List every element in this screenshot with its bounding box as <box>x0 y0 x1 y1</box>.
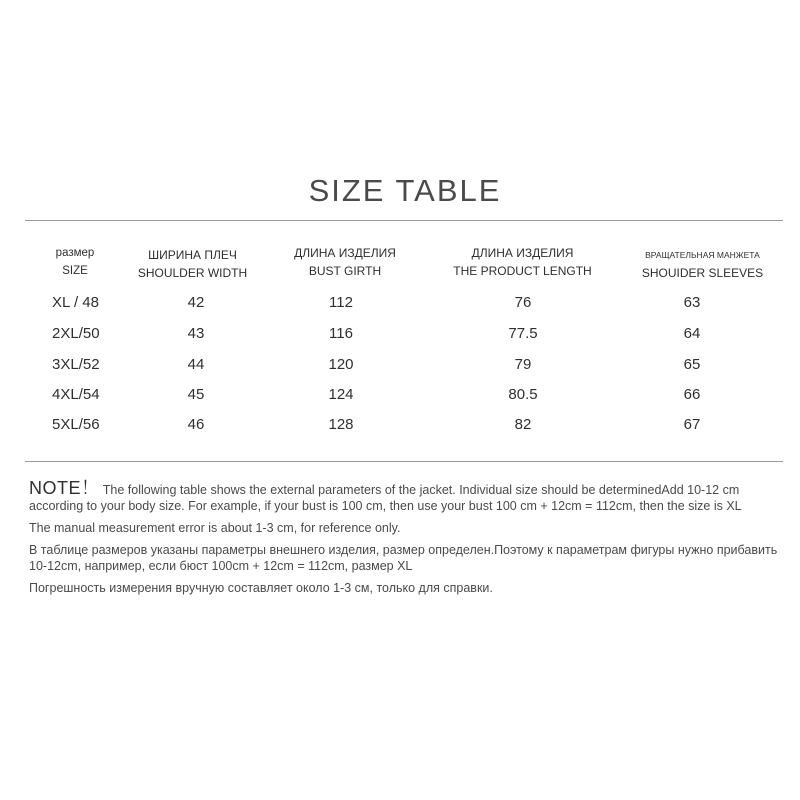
cell-length: 76 <box>514 294 532 311</box>
cell-sleeves: 66 <box>683 386 701 403</box>
cell-bust: 128 <box>328 416 354 433</box>
header-ru: размер <box>55 247 95 259</box>
notes-section <box>29 480 789 602</box>
cell-size: 4XL/54 <box>52 386 100 403</box>
cell-size: 3XL/52 <box>52 356 100 373</box>
cell-shoulder: 46 <box>187 416 205 433</box>
table-row <box>0 288 800 318</box>
header-sleeves <box>625 246 780 282</box>
note-paragraph-4: Погрешность измерения вручную составляет около 1-3 см, только для справки. <box>29 581 493 595</box>
note-label: NOTE！ <box>29 478 100 498</box>
cell-sleeves: 64 <box>683 325 701 342</box>
header-en: SIZE <box>62 265 88 277</box>
cell-length: 77.5 <box>508 325 538 342</box>
note-paragraph-1 <box>29 480 789 514</box>
header-en: SHOUIDER SLEEVES <box>641 266 764 280</box>
cell-bust: 124 <box>328 386 354 403</box>
header-ru: ДЛИНА ИЗДЕЛИЯ <box>471 246 574 260</box>
cell-size: 5XL/56 <box>52 416 100 433</box>
top-divider <box>25 220 783 221</box>
cell-sleeves: 65 <box>683 356 701 373</box>
bottom-divider <box>25 461 783 462</box>
header-en: BUST GIRTH <box>308 264 382 278</box>
cell-shoulder: 45 <box>187 386 205 403</box>
cell-length: 82 <box>514 416 532 433</box>
header-bust-girth <box>280 244 410 280</box>
cell-size: XL / 48 <box>52 294 99 311</box>
header-size <box>40 244 110 280</box>
cell-sleeves: 67 <box>683 416 701 433</box>
table-row <box>0 350 800 380</box>
table-row <box>0 380 800 410</box>
header-en: THE PRODUCT LENGTH <box>453 264 592 278</box>
note-paragraph-3: В таблице размеров указаны параметры внешнего изделия, размер определен.Поэтому к параметрам фигуры нужно прибавить 10-12cm, например, если бюст 100cm + 12cm = 112cm, размер XL <box>29 543 778 573</box>
cell-bust: 112 <box>329 294 353 311</box>
cell-bust: 116 <box>329 325 353 342</box>
cell-bust: 120 <box>328 356 354 373</box>
cell-shoulder: 44 <box>187 356 205 373</box>
header-en: SHOULDER WIDTH <box>137 266 248 280</box>
header-shoulder-width <box>125 246 260 282</box>
cell-sleeves: 63 <box>683 294 701 311</box>
page-title: SIZE TABLE <box>308 173 502 208</box>
cell-length: 80.5 <box>508 386 538 403</box>
header-ru: ДЛИНА ИЗДЕЛИЯ <box>294 246 396 260</box>
cell-shoulder: 43 <box>187 325 205 342</box>
cell-length: 79 <box>514 356 532 373</box>
header-ru: ШИРИНА ПЛЕЧ <box>148 248 237 262</box>
table-row <box>0 410 800 440</box>
cell-size: 2XL/50 <box>52 325 100 342</box>
header-ru: ВРАЩАТЕЛЬНАЯ МАНЖЕТА <box>645 250 760 260</box>
cell-shoulder: 42 <box>187 294 205 311</box>
note-paragraph-2: The manual measurement error is about 1-3 cm, for reference only. <box>29 521 401 535</box>
table-row <box>0 319 800 349</box>
header-product-length <box>440 244 605 280</box>
note-text-en: The following table shows the external parameters of the jacket. Individual size should be determinedAdd 10-12 cm according to your body size. For example, if your bust is 100 cm, then use your bust 100 cm + 12cm = 112cm, then the size is XL <box>29 483 742 513</box>
